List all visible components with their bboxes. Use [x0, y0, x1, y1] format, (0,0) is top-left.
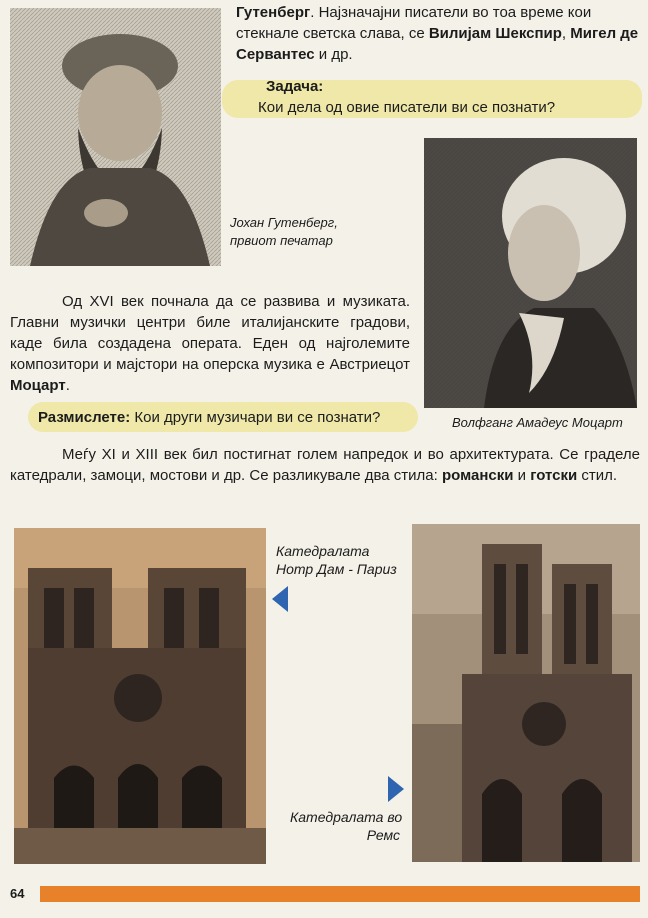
footer-bar — [40, 886, 640, 902]
arrow-left-icon — [272, 586, 288, 612]
task-question: Кои дела од овие писатели ви се познати? — [258, 99, 556, 116]
gutenberg-caption: Јохан Гутенберг, првиот печатар — [230, 215, 338, 248]
mozart-portrait — [424, 138, 637, 408]
think-label: Размислете: — [38, 409, 131, 426]
think-block — [38, 407, 418, 428]
architecture-paragraph: Меѓу XI и XIII век бил постигнат голем напредок и во архитектурата. Се граделе катедрали, замоци, мостови и др. Се разликувале два стила: романски и готски стил. — [10, 446, 640, 484]
task-block — [252, 76, 632, 118]
music-paragraph: Од XVI век почнала да се развива и музиката. Главни музички центри биле италијанските градови, каде била создадена операта. Еден од најголемите композитори и мајстори на оперска музика е Австриецот Моцарт. — [10, 293, 410, 394]
page-number: 64 — [10, 886, 25, 901]
cervantes-name: Мигел де Сервантес — [236, 25, 639, 63]
gothic-style: готски — [530, 467, 578, 484]
gutenberg-portrait — [10, 8, 221, 266]
gutenberg-name: Гутенберг — [236, 4, 311, 21]
reims-cathedral-photo — [412, 524, 640, 862]
reims-caption: Катедралата во Ремс — [290, 809, 403, 843]
writers-paragraph: Гутенберг. Најзначајни писатели во тоа време кои стекнале светска слава, се Вилијам Шекспир, Мигел де Сервантес и др. — [236, 4, 639, 63]
task-label: Задача: — [266, 78, 324, 95]
arrow-right-icon — [388, 776, 404, 802]
notre-dame-photo — [14, 528, 266, 864]
think-question: Кои други музичари ви се познати? — [130, 409, 381, 426]
mozart-name: Моцарт — [10, 377, 66, 394]
romanesque-style: романски — [441, 467, 514, 484]
shakespeare-name: Вилијам Шекспир — [428, 25, 562, 42]
mozart-caption: Волфганг Амадеус Моцарт — [452, 415, 623, 430]
notre-dame-caption: Катедралата Нотр Дам - Париз — [276, 543, 397, 577]
